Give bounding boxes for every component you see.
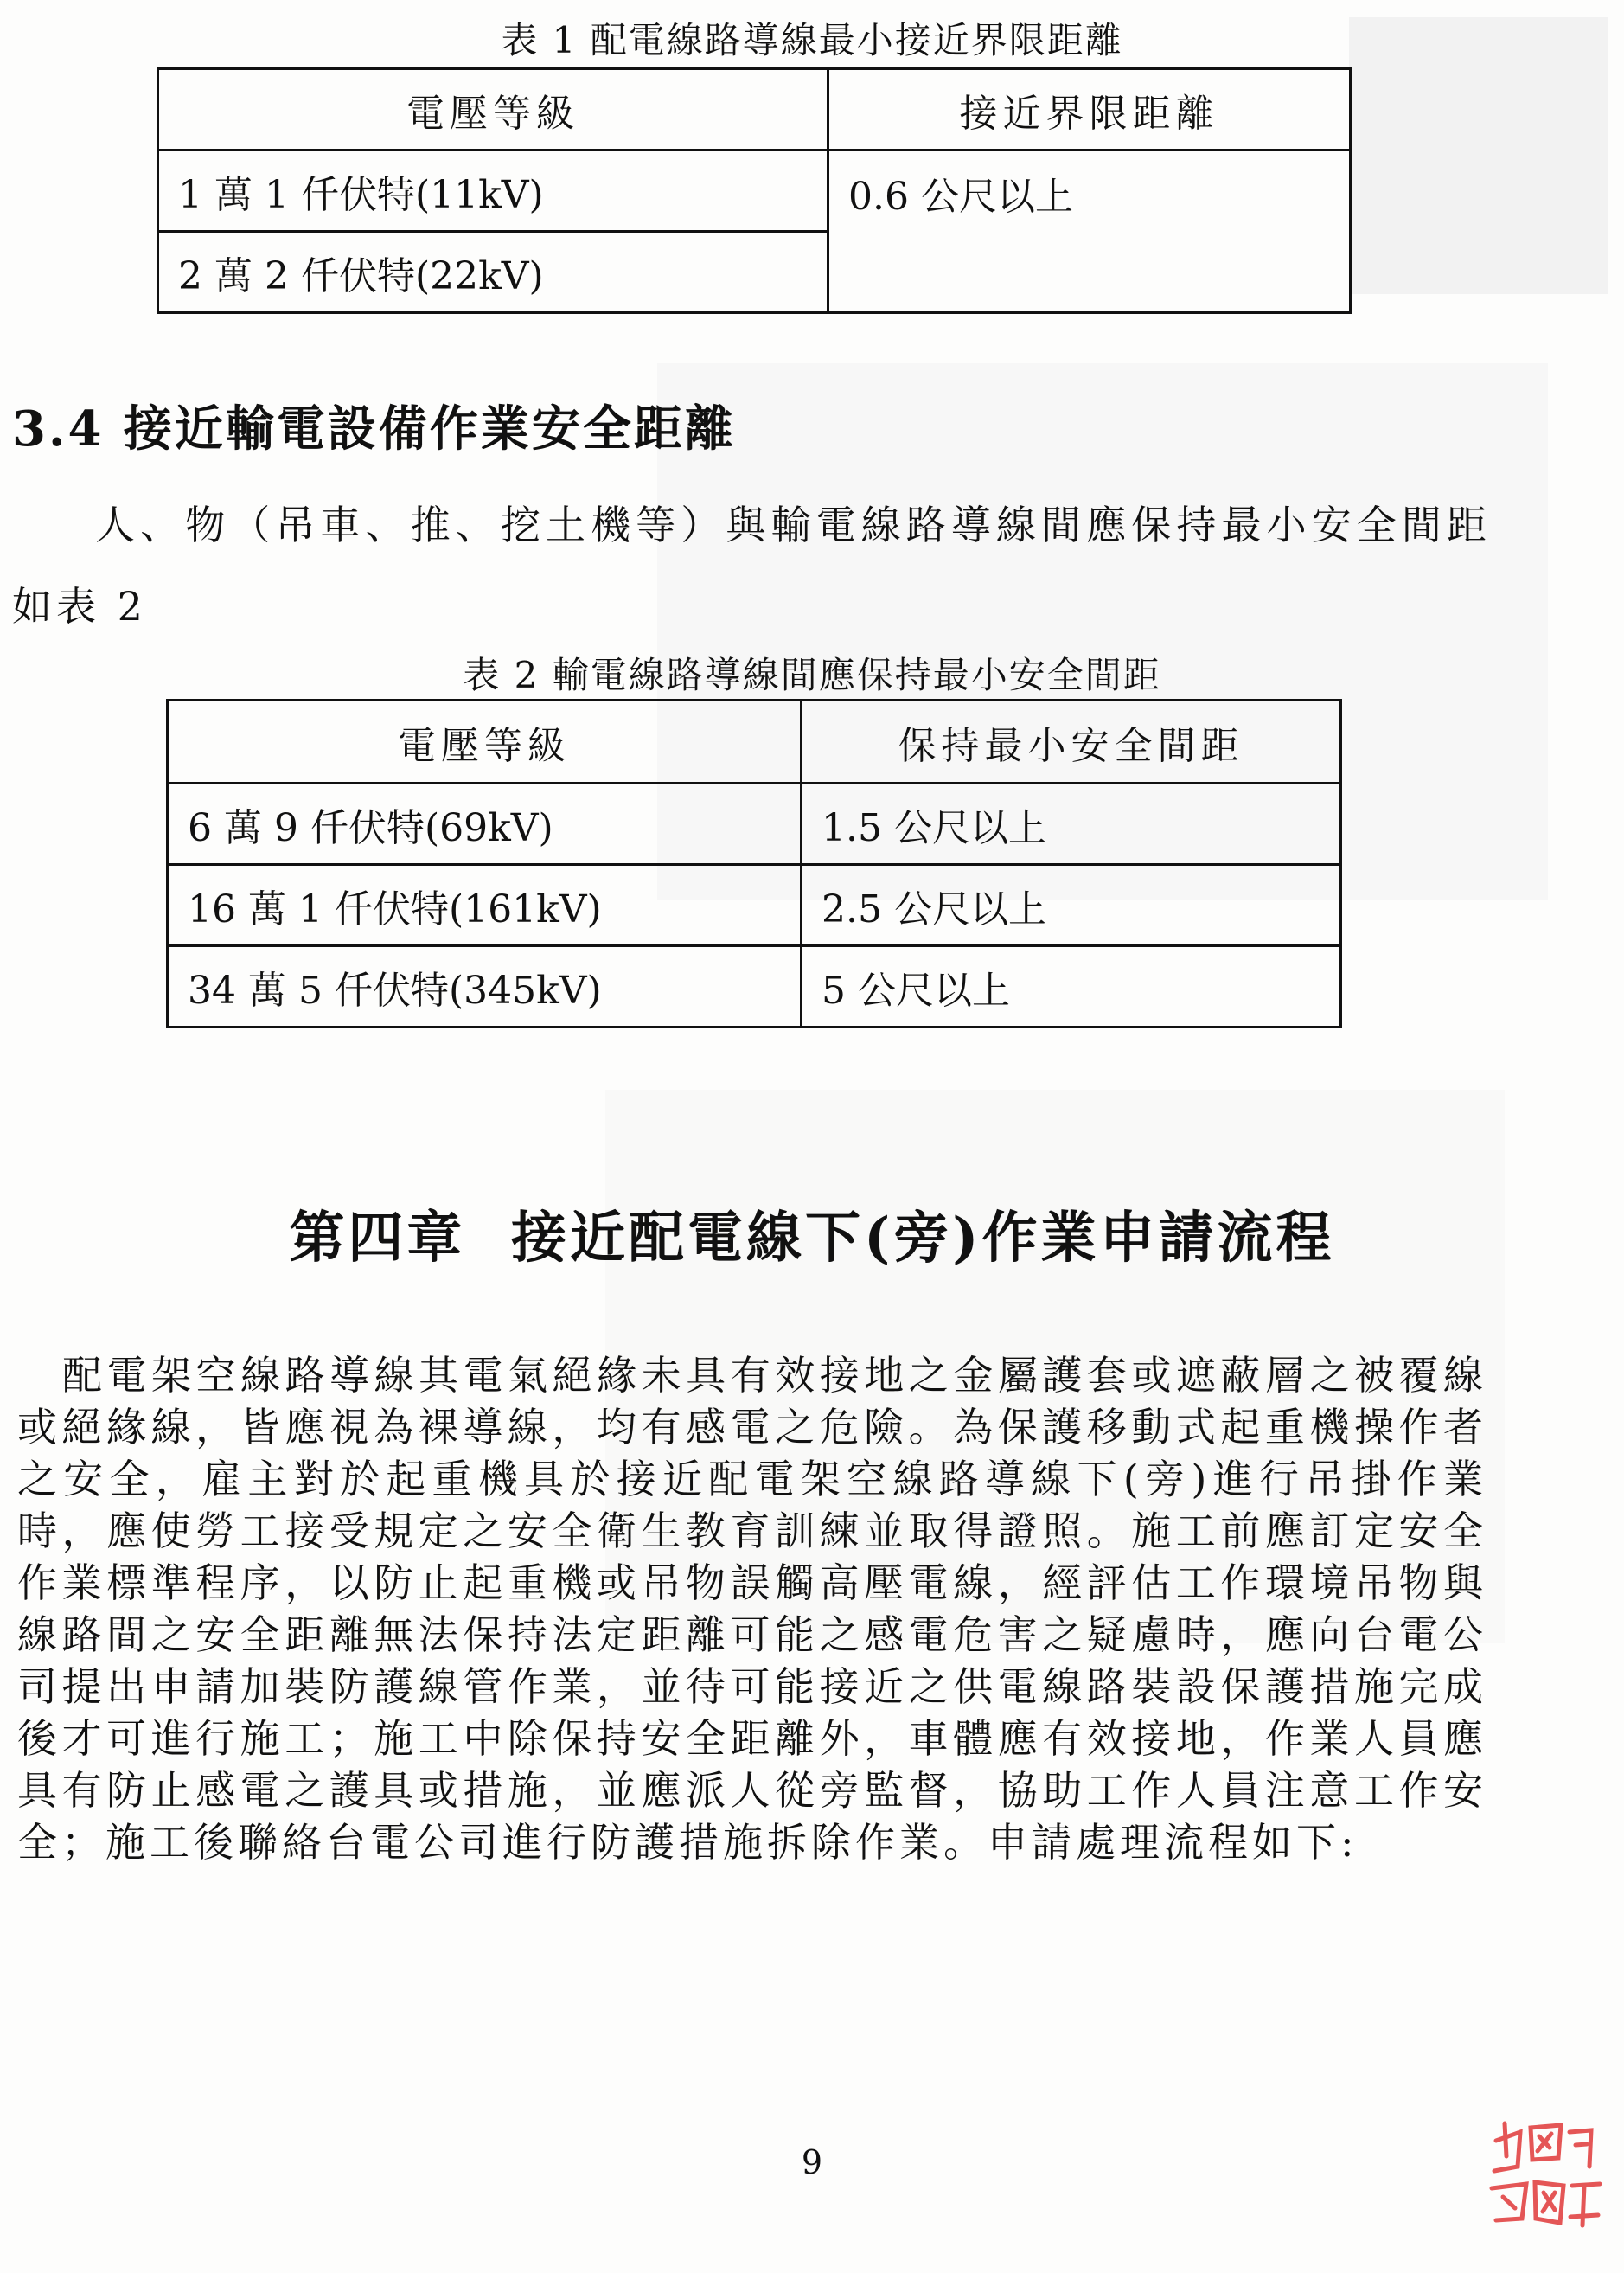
table2-header-distance: 保持最小安全間距 [802,701,1341,784]
table1-voltage-cell: 2 萬 2 仟伏特(22kV) [158,232,828,313]
table1-voltage-cell: 1 萬 1 仟伏特(11kV) [158,150,828,232]
table1-header-distance: 接近界限距離 [828,69,1351,150]
table2-voltage-cell: 6 萬 9 仟伏特(69kV) [168,784,802,865]
table2-distance-cell: 1.5 公尺以上 [802,784,1341,865]
section-body [12,484,1491,647]
chapter-body [17,1349,1487,1868]
red-seal-stamp [1479,2106,1608,2236]
section-body-text: 人、物（吊車、推、挖土機等）與輸電線路導線間應保持最小安全間距如表 2 [12,502,1491,630]
table2-distance-cell: 5 公尺以上 [802,946,1341,1028]
table2-header-voltage: 電壓等級 [168,701,802,784]
section-heading: 3.4 接近輸電設備作業安全距離 [12,400,736,458]
table2-voltage-cell: 16 萬 1 仟伏特(161kV) [168,865,802,946]
table1-header-voltage: 電壓等級 [158,69,828,150]
chapter-body-text: 配電架空線路導線其電氣絕緣未具有效接地之金屬護套或遮蔽層之被覆線或絕緣線，皆應視為裸導線，均有感電之危險。為保護移動式起重機操作者之安全，雇主對於起重機具於接近配電架空線路導線下(旁)進行吊掛作業時，應使勞工接受規定之安全衛生教育訓練並取得證照。施工前應訂定安全作業標準程序，以防止起重機或吊物誤觸高壓電線，經評估工作環境吊物與線路間之安全距離無法保持法定距離可能之感電危害之疑慮時，應向台電公司提出申請加裝防護線管作業，並待可能接近之供電線路裝設保護措施完成後才可進行施工；施工中除保持安全距離外，車體應有效接地，作業人員應具有防止感電之護具或措施，並應派人從旁監督，協助工作人員注意工作安全；施工後聯絡台電公司進行防護措施拆除作業。申請處理流程如下: [17,1352,1487,1866]
page-number: 9 [801,2143,823,2181]
table2 [166,699,1342,1028]
table2-voltage-cell: 34 萬 5 仟伏特(345kV) [168,946,802,1028]
table2-caption: 表 2 輸電線路導線間應保持最小安全間距 [463,654,1161,696]
table1-distance-cell: 0.6 公尺以上 [828,150,1351,313]
table1-caption: 表 1 配電線路導線最小接近界限距離 [501,19,1123,61]
table2-distance-cell: 2.5 公尺以上 [802,865,1341,946]
chapter-title: 第四章 接近配電線下(旁)作業申請流程 [289,1206,1335,1271]
table1 [157,67,1352,314]
